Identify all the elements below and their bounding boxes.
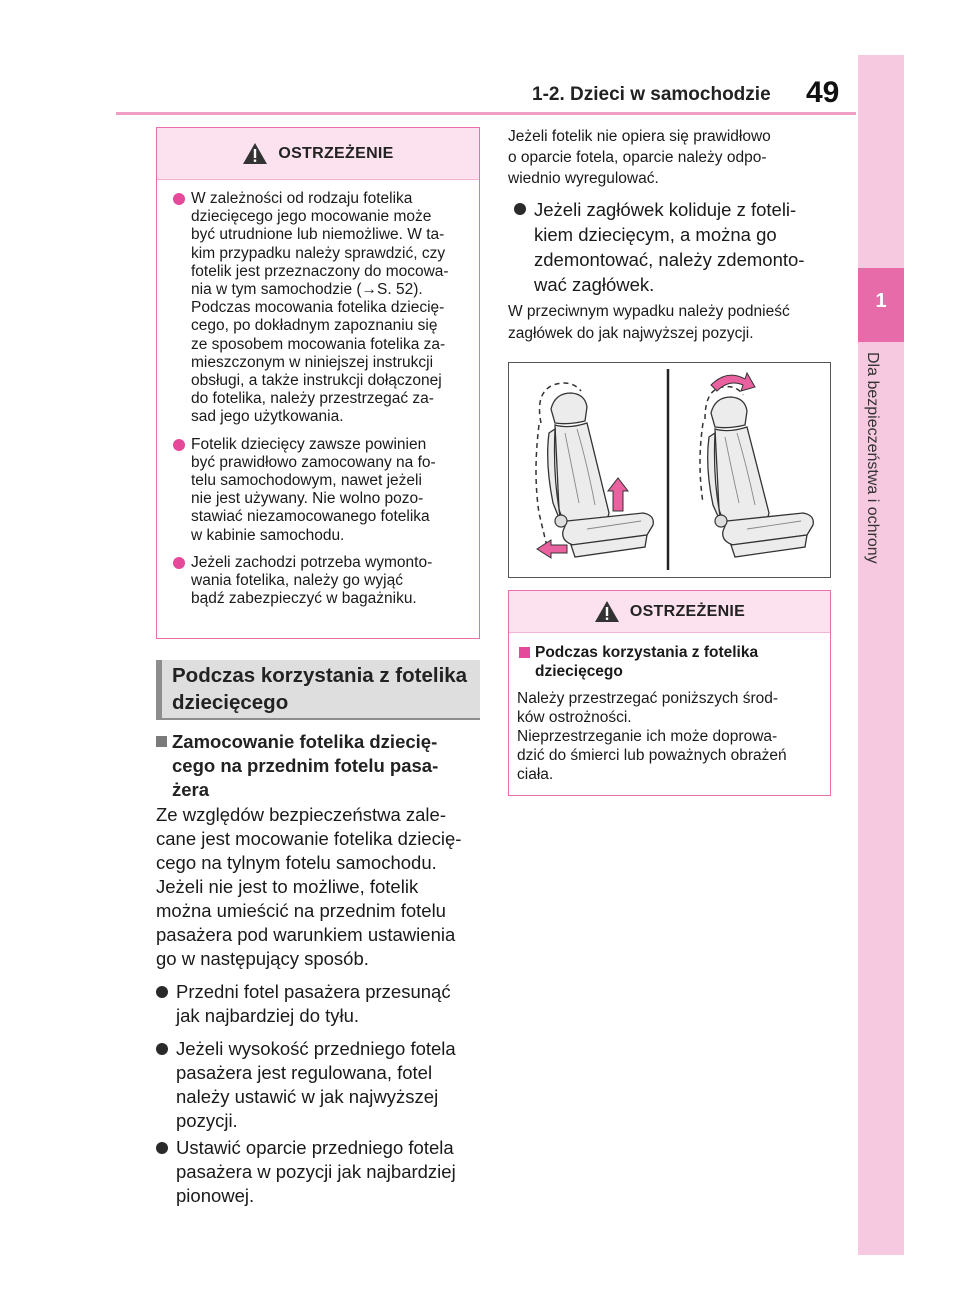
warning-box-top xyxy=(156,127,480,639)
list-item: Jeżeli wysokość przedniego fotela pasażera jest regulowana, fotel należy ustawić w jak najwyższej pozycji. xyxy=(176,1037,482,1133)
seat-adjustment-illustration xyxy=(508,362,831,578)
header-divider xyxy=(116,112,856,115)
warning-title: OSTRZEŻENIE xyxy=(278,144,394,162)
list-item: Jeżeli zagłówek koliduje z foteli- kiem dziecięcym, a można go zdemontować, należy zdemonto- wać zagłówek. xyxy=(534,197,834,297)
warning-body xyxy=(509,633,830,784)
bullet-dot-icon xyxy=(156,986,168,998)
section-title: 1-2. Dzieci w samochodzie xyxy=(532,84,771,105)
bullet-dot-icon xyxy=(156,1043,168,1055)
warning-triangle-icon xyxy=(242,142,268,165)
bullet-dot-icon xyxy=(173,557,185,569)
warning-title: OSTRZEŻENIE xyxy=(629,602,746,620)
page-number: 49 xyxy=(806,76,840,109)
bullet-dot-icon xyxy=(156,1142,168,1154)
intro-paragraph: Ze względów bezpieczeństwa zale- cane jest mocowanie fotelika dziecię- cego na tylnym fotelu samochodu. Jeżeli nie jest to możliwe, fotelik można umieścić na przednim fotelu pasażera pod warunkiem ustawienia go w następujący sposób. xyxy=(156,804,462,969)
bullet-dot-icon xyxy=(514,203,526,215)
square-bullet-icon xyxy=(156,736,167,747)
warning-header xyxy=(157,128,479,180)
warning-header xyxy=(509,591,830,633)
warning-triangle-icon xyxy=(594,600,620,623)
warning-subheading: Podczas korzystania z fotelika dziecięcego xyxy=(517,643,822,681)
section-heading-rule xyxy=(156,718,480,720)
list-item: Ustawić oparcie przedniego fotela pasażera w pozycji jak najbardziej pionowej. xyxy=(176,1136,482,1208)
warning-item: W zależności od rodzaju fotelika dziecięcego jego mocowanie może być utrudnione lub niemożliwe. W ta- kim przypadku należy sprawdzić, czy fotelik jest przeznaczony do mocowa- nia w tym samochodzie (→S. 52). Podczas mocowania fotelika dziecię- cego, po dokładnym zapoznaniu się ze sposobem mocowania fotelika za- mieszczonym w niniejszej instrukcji obsługi, a także instrukcji dołączonej do fotelika, należy przestrzegać za- sad jego użytkowania. xyxy=(175,190,469,427)
arrow-back-icon xyxy=(537,540,567,558)
chapter-label: Dla bezpieczeństwa i ochrony xyxy=(864,352,881,564)
section-heading: Podczas korzystania z fotelika dziecięcego xyxy=(156,660,480,718)
seat-illustration-svg xyxy=(509,363,829,576)
list-item: Przedni fotel pasażera przesunąć jak najbardziej do tyłu. xyxy=(176,980,482,1028)
backrest-paragraph: Jeżeli fotelik nie opiera się prawidłowo o oparcie fotela, oparcie należy odpo- wiednio wyregulować. xyxy=(508,128,771,187)
warning-body xyxy=(157,180,479,608)
square-bullet-icon xyxy=(519,647,530,658)
bullet-dot-icon xyxy=(173,439,185,451)
headrest-paragraph: W przeciwnym wypadku należy podnieść zagłówek do jak najwyższej pozycji. xyxy=(508,303,790,342)
warning-box-bottom xyxy=(508,590,831,796)
arrow-curved-icon xyxy=(711,373,755,391)
warning-item: Fotelik dziecięcy zawsze powinien być prawidłowo zamocowany na fo- telu samochodowym, nawet jeżeli nie jest używany. Nie wolno pozo- stawiać niezamocowanego fotelika w kabinie samochodu. xyxy=(175,436,469,545)
warning-item: Jeżeli zachodzi potrzeba wymonto- wania fotelika, należy go wyjąć bądź zabezpieczyć w bagażniku. xyxy=(175,554,469,609)
arrow-up-icon xyxy=(608,478,628,511)
chapter-number: 1 xyxy=(875,290,887,312)
warning-text: Należy przestrzegać poniższych środ- ków ostrożności. Nieprzestrzeganie ich może doprowa- dzić do śmierci lub poważnych obrażeń ciała. xyxy=(517,690,787,783)
subheading: Zamocowanie fotelika dziecię- cego na przednim fotelu pasa- żera xyxy=(172,730,482,802)
chapter-strip xyxy=(858,55,904,1255)
bullet-dot-icon xyxy=(173,193,185,205)
